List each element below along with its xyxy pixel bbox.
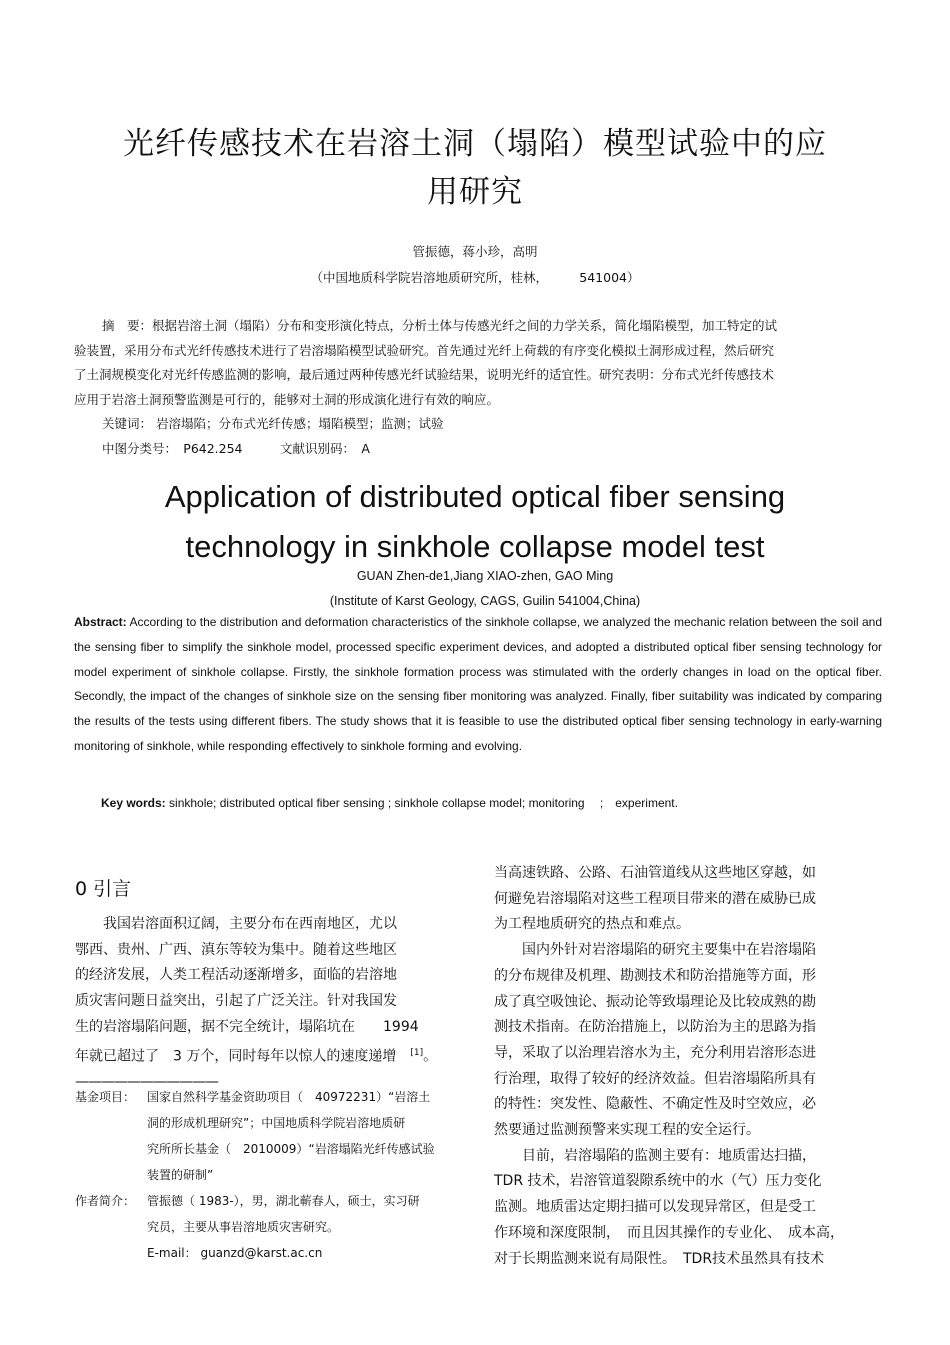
keywords-en <box>101 794 678 811</box>
abstract-cn-label: 摘 要： <box>102 318 153 333</box>
left-col-line: 年就已超过了 3 万个，同时每年以惊人的速度递增 [1]。 <box>75 1047 438 1065</box>
left-col-line: 鄂西、贵州、广西、滇东等较为集中。随着这些地区 <box>75 941 397 958</box>
affiliation-en: (Institute of Karst Geology, CAGS, Guilin 541004,China) <box>329 594 641 608</box>
right-col-line: 目前，岩溶塌陷的监测主要有：地质雷达扫描， <box>494 1147 816 1164</box>
left-col-line: 的经济发展，人类工程活动逐渐增多，面临的岩溶地 <box>75 967 397 984</box>
right-col-line: TDR 技术，岩溶管道裂隙系统中的水（气）压力变化 <box>494 1173 822 1190</box>
abstract-cn-line: 摘 要：根据岩溶土洞（塌陷）分布和变形演化特点，分析土体与传感光纤之间的力学关系，简化塌陷模型，加工特定的试 <box>102 318 778 333</box>
authors-en: GUAN Zhen-de1,Jiang XIAO-zhen, GAO Ming <box>356 569 614 583</box>
right-col-line: 为工程地质研究的热点和难点。 <box>494 916 690 933</box>
right-col-line: 导，采取了以治理岩溶水为主，充分利用岩溶形态进 <box>494 1044 816 1061</box>
abstract-cn-line: 应用于岩溶土洞预警监测是可行的，能够对土洞的形成演化进行有效的响应。 <box>74 391 500 407</box>
affiliation-cn: （中国地质科学院岩溶地质研究所，桂林， 541004） <box>310 270 640 285</box>
abstract-cn-line: 了土洞规模变化对光纤传感监测的影响，最后通过两种传感光纤试验结果，说明光纤的适宜性。研究表明：分布式光纤传感技术 <box>74 367 775 382</box>
left-col-line: 我国岩溶面积辽阔，主要分布在西南地区，尤以 <box>75 916 397 932</box>
footnotes <box>75 1084 475 1266</box>
right-col-line: 的分布规律及机理、勘测技术和防治措施等方面，形 <box>494 967 816 984</box>
left-col-line: 质灾害问题日益突出，引起了广泛关注。针对我国发 <box>75 993 397 1010</box>
right-col-line: 行治理，取得了较好的经济效益。但岩溶塌陷所具有 <box>494 1070 816 1087</box>
footnote-separator: ——————————— <box>75 1073 218 1090</box>
author-label: 作者简介： <box>75 1194 136 1208</box>
abstract-cn <box>74 314 814 461</box>
right-col-line: 当高速铁路、公路、石油管道线从这些地区穿越，如 <box>494 865 816 881</box>
right-col-line: 然要通过监测预警来实现工程的安全运行。 <box>494 1122 760 1139</box>
classification-cn: 中图分类号： P642.254 文献识别码： A <box>102 440 370 456</box>
abstract-cn-line: 验装置，采用分布式光纤传感技术进行了岩溶塌陷模型试验研究。首先通过光纤上荷载的有序变化模拟土洞形成过程，然后研究 <box>74 342 775 358</box>
right-col-line: 对于长期监测来说有局限性。 TDR技术虽然具有技术 <box>494 1250 825 1267</box>
abstract-en <box>74 610 882 759</box>
title-en-line: technology in sinkhole collapse model test <box>185 529 765 564</box>
left-col-line: 生的岩溶塌陷问题，据不完全统计，塌陷坑在 1994 <box>75 1018 419 1035</box>
right-col-line: 的特性：突发性、隐蔽性、不确定性及时空效应，必 <box>494 1096 816 1113</box>
fund-label: 基金项目： <box>75 1090 136 1104</box>
right-col-line: 成了真空吸蚀论、振动论等致塌理论及比较成熟的勘 <box>494 993 816 1010</box>
paper-title-en <box>40 472 910 572</box>
abstract-en-text: According to the distribution and deformation characteristics of the sinkhole collapse, we analyzed the mechanic relation between the soil and the sensing fiber to simplify the sinkhole model, processed specific experiment devices, and adopted a distributed optical fiber sensing technology for model experiment of sinkhole collapse. Firstly, the sinkhole formation process was stimulated with the orderly changes in load on the optical fiber. Secondly, the impact of the changes of sinkhole size on the sensing fiber monitoring was analyzed. Finally, fiber suitability was indicated by comparing the results of the tests using different fibers. The study shows that it is feasible to use the distributed optical fiber sensing technology in early-warning monitoring of sinkhole, while responding effectively to sinkhole forming and evolving. <box>74 615 883 753</box>
title-cn-line: 用研究 <box>427 174 523 210</box>
email-link[interactable]: guanzd@karst.ac.cn <box>200 1246 323 1260</box>
right-col-line: 何避免岩溶塌陷对这些工程项目带来的潜在威胁已成 <box>494 890 816 907</box>
section-heading: 0 引言 <box>75 878 132 900</box>
title-cn-line: 光纤传感技术在岩溶土洞（塌陷）模型试验中的应 <box>123 126 827 162</box>
right-col-line: 测技术指南。在防治措施上，以防治为主的思路为指 <box>494 1019 816 1036</box>
keywords-en-text: sinkhole; distributed optical fiber sensing ; sinkhole collapse model; monitoring ; experiment. <box>169 796 678 810</box>
right-col-line: 监测。地质雷达定期扫描可以发现异常区，但是受工 <box>494 1199 816 1216</box>
keywords-cn: 关键词： 岩溶塌陷；分布式光纤传感；塌陷模型；监测；试验 <box>102 416 444 431</box>
paper-title-cn <box>60 120 890 216</box>
citation-ref: [1] <box>410 1047 424 1058</box>
email-line: E-mail： guanzd@karst.ac.cn <box>147 1246 323 1260</box>
left-column <box>75 912 475 1096</box>
right-column <box>494 861 894 1272</box>
author-note: 作者简介： 管振德（ 1983-），男，湖北蕲春人，硕士，实习研 究员，主要从事岩溶地质灾害研究。 E-mail： guanzd@karst.ac.cn <box>75 1188 475 1266</box>
abstract-en-label: Abstract: <box>74 615 127 629</box>
right-col-line: 作环境和深度限制， 而且因其操作的专业化、 成本高， <box>494 1224 844 1241</box>
authors-cn: 管振德，蒋小珍，高明 <box>412 244 538 259</box>
keywords-en-label: Key words: <box>101 796 166 810</box>
title-en-line: Application of distributed optical fiber sensing <box>164 479 786 514</box>
right-col-line: 国内外针对岩溶塌陷的研究主要集中在岩溶塌陷 <box>494 942 816 959</box>
fund-note: 基金项目： 国家自然科学基金资助项目（ 40972231）“岩溶土 洞的形成机理研究”；中国地质科学院岩溶地质研 究所所长基金（ 2010009）“岩溶塌陷光纤传感试验 装置的研制” <box>75 1084 475 1188</box>
